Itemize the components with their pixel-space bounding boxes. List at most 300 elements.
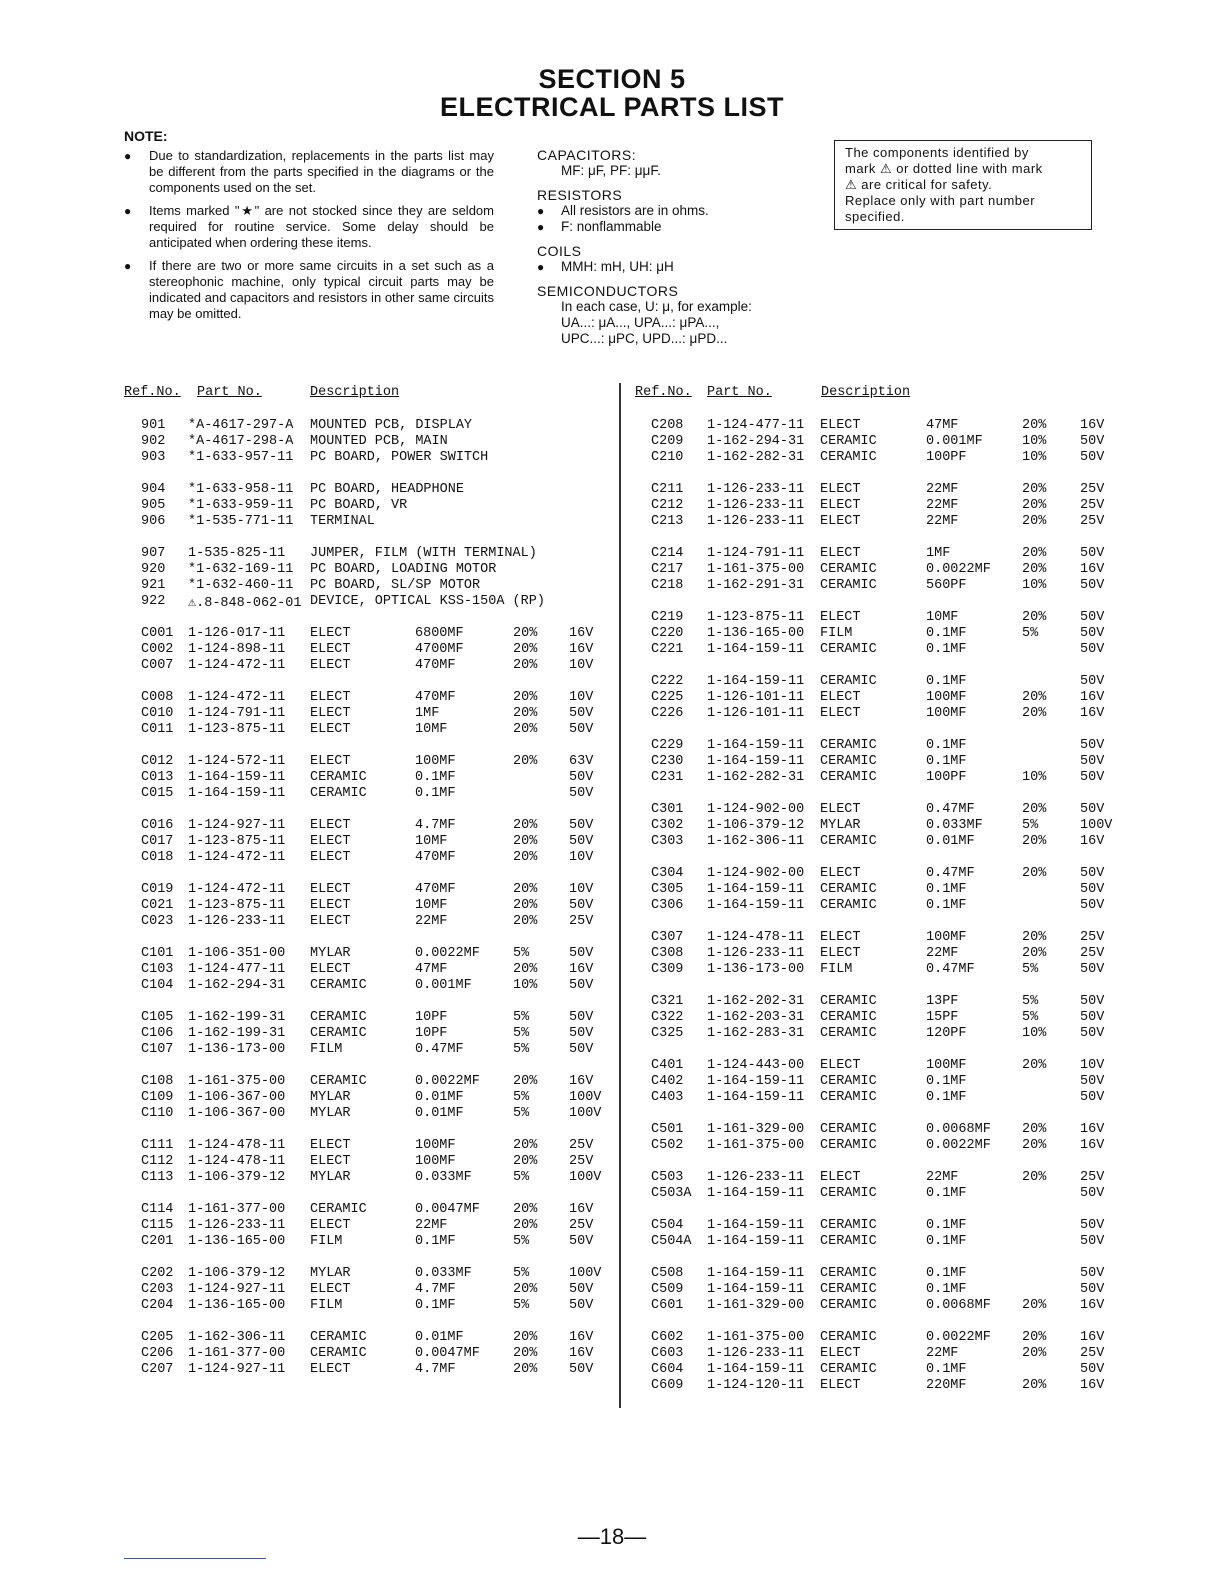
value-cell: 100MF bbox=[415, 1154, 456, 1169]
ref-no-cell: C218 bbox=[651, 578, 684, 593]
part-no-cell: *1-633-959-11 bbox=[188, 498, 294, 513]
ref-no-cell: C308 bbox=[651, 946, 684, 961]
voltage-cell: 16V bbox=[1080, 1138, 1105, 1153]
table-row bbox=[0, 1186, 1224, 1202]
tolerance-cell: 5% bbox=[513, 1298, 530, 1313]
table-row bbox=[0, 610, 1224, 626]
ref-no-cell: C013 bbox=[141, 770, 174, 785]
description-cell: ELECT bbox=[820, 418, 861, 433]
tolerance-cell: 10% bbox=[513, 978, 538, 993]
description-cell: CERAMIC bbox=[310, 1026, 367, 1041]
tolerance-cell: 20% bbox=[1022, 482, 1047, 497]
value-cell: 0.001MF bbox=[415, 978, 472, 993]
ref-no-cell: C107 bbox=[141, 1042, 174, 1057]
ref-no-cell: C023 bbox=[141, 914, 174, 929]
tolerance-cell: 5% bbox=[513, 1042, 530, 1057]
value-cell: 100MF bbox=[926, 1058, 967, 1073]
table-row bbox=[0, 834, 1224, 850]
part-no-cell: 1-162-294-31 bbox=[707, 434, 805, 449]
voltage-cell: 50V bbox=[569, 1298, 594, 1313]
part-no-cell: 1-124-120-11 bbox=[707, 1378, 805, 1393]
ref-no-cell: C602 bbox=[651, 1330, 684, 1345]
voltage-cell: 50V bbox=[569, 770, 594, 785]
value-cell: 100PF bbox=[926, 450, 967, 465]
voltage-cell: 50V bbox=[1080, 450, 1105, 465]
value-cell: 47MF bbox=[926, 418, 959, 433]
bullet-icon: ● bbox=[537, 260, 545, 274]
part-no-cell: 1-162-199-31 bbox=[188, 1010, 286, 1025]
table-row bbox=[0, 674, 1224, 690]
table-row bbox=[0, 1218, 1224, 1234]
ref-no-cell: C230 bbox=[651, 754, 684, 769]
description-cell: MYLAR bbox=[820, 818, 861, 833]
tolerance-cell: 20% bbox=[1022, 1298, 1047, 1313]
header-ref-no: Ref.No. bbox=[124, 385, 181, 400]
part-no-cell: 1-124-902-00 bbox=[707, 866, 805, 881]
voltage-cell: 50V bbox=[569, 1026, 594, 1041]
description-cell: ELECT bbox=[310, 914, 351, 929]
ref-no-cell: C231 bbox=[651, 770, 684, 785]
value-cell: 0.0022MF bbox=[926, 562, 991, 577]
tolerance-cell: 20% bbox=[513, 1138, 538, 1153]
description-cell: CERAMIC bbox=[820, 834, 877, 849]
value-cell: 0.0068MF bbox=[926, 1298, 991, 1313]
voltage-cell: 10V bbox=[1080, 1058, 1105, 1073]
description-cell: ELECT bbox=[310, 1218, 351, 1233]
part-no-cell: 1-124-898-11 bbox=[188, 642, 286, 657]
ref-no-cell: C213 bbox=[651, 514, 684, 529]
tolerance-cell: 20% bbox=[513, 1362, 538, 1377]
voltage-cell: 50V bbox=[569, 1362, 594, 1377]
ref-no-cell: C225 bbox=[651, 690, 684, 705]
header-part-no: Part No. bbox=[707, 385, 772, 400]
semiconductors-heading: SEMICONDUCTORS bbox=[537, 283, 679, 299]
ref-no-cell: C011 bbox=[141, 722, 174, 737]
description-cell: CERAMIC bbox=[820, 1282, 877, 1297]
ref-no-cell: C105 bbox=[141, 1010, 174, 1025]
ref-no-cell: C503 bbox=[651, 1170, 684, 1185]
ref-no-cell: C509 bbox=[651, 1282, 684, 1297]
ref-no-cell: C007 bbox=[141, 658, 174, 673]
tolerance-cell: 20% bbox=[513, 690, 538, 705]
voltage-cell: 50V bbox=[1080, 674, 1105, 689]
tolerance-cell: 20% bbox=[513, 962, 538, 977]
value-cell: 470MF bbox=[415, 690, 456, 705]
part-no-cell: 1-162-306-11 bbox=[188, 1330, 286, 1345]
value-cell: 0.033MF bbox=[415, 1266, 472, 1281]
ref-no-cell: C019 bbox=[141, 882, 174, 897]
ref-no-cell: C501 bbox=[651, 1122, 684, 1137]
value-cell: 0.0047MF bbox=[415, 1202, 480, 1217]
part-no-cell: 1-124-927-11 bbox=[188, 1362, 286, 1377]
semiconductor-note: UA...: μA..., UPA...: μPA..., bbox=[561, 315, 720, 330]
description-cell: PC BOARD, SL/SP MOTOR bbox=[310, 578, 481, 593]
value-cell: 100MF bbox=[415, 1138, 456, 1153]
tolerance-cell: 20% bbox=[1022, 706, 1047, 721]
value-cell: 22MF bbox=[926, 1170, 959, 1185]
voltage-cell: 16V bbox=[1080, 1330, 1105, 1345]
bullet-icon: ● bbox=[124, 149, 132, 163]
part-no-cell: 1-124-791-11 bbox=[188, 706, 286, 721]
description-cell: CERAMIC bbox=[820, 1362, 877, 1377]
voltage-cell: 50V bbox=[569, 834, 594, 849]
value-cell: 100MF bbox=[926, 930, 967, 945]
description-cell: CERAMIC bbox=[820, 562, 877, 577]
voltage-cell: 100V bbox=[569, 1090, 602, 1105]
part-no-cell: 1-126-233-11 bbox=[188, 1218, 286, 1233]
description-cell: ELECT bbox=[820, 482, 861, 497]
voltage-cell: 50V bbox=[1080, 1218, 1105, 1233]
part-no-cell: 1-126-101-11 bbox=[707, 706, 805, 721]
coils-heading: COILS bbox=[537, 243, 582, 259]
voltage-cell: 25V bbox=[1080, 946, 1105, 961]
voltage-cell: 10V bbox=[569, 882, 594, 897]
tolerance-cell: 20% bbox=[1022, 1058, 1047, 1073]
part-no-cell: 1-124-472-11 bbox=[188, 690, 286, 705]
part-no-cell: 1-162-202-31 bbox=[707, 994, 805, 1009]
description-cell: CERAMIC bbox=[820, 642, 877, 657]
ref-no-cell: C017 bbox=[141, 834, 174, 849]
description-cell: CERAMIC bbox=[820, 1138, 877, 1153]
capacitors-units: MF: μF, PF: μμF. bbox=[561, 163, 661, 178]
tolerance-cell: 20% bbox=[513, 1218, 538, 1233]
part-no-cell: 1-106-367-00 bbox=[188, 1106, 286, 1121]
part-no-cell: 1-164-159-11 bbox=[707, 674, 805, 689]
ref-no-cell: C111 bbox=[141, 1138, 174, 1153]
value-cell: 0.033MF bbox=[415, 1170, 472, 1185]
safety-line: mark ⚠ or dotted line with mark bbox=[845, 161, 1043, 176]
part-no-cell: 1-164-159-11 bbox=[707, 738, 805, 753]
ref-no-cell: C103 bbox=[141, 962, 174, 977]
voltage-cell: 16V bbox=[569, 1346, 594, 1361]
tolerance-cell: 20% bbox=[1022, 930, 1047, 945]
ref-no-cell: C206 bbox=[141, 1346, 174, 1361]
safety-line: specified. bbox=[845, 209, 905, 224]
tolerance-cell: 20% bbox=[513, 898, 538, 913]
description-cell: CERAMIC bbox=[820, 1234, 877, 1249]
value-cell: 0.0022MF bbox=[926, 1330, 991, 1345]
bullet-icon: ● bbox=[537, 204, 545, 218]
description-cell: CERAMIC bbox=[820, 1090, 877, 1105]
header-description: Description bbox=[310, 385, 400, 400]
voltage-cell: 50V bbox=[569, 946, 594, 961]
voltage-cell: 50V bbox=[1080, 962, 1105, 977]
ref-no-cell: C001 bbox=[141, 626, 174, 641]
table-row bbox=[0, 866, 1224, 882]
part-no-cell: 1-136-165-00 bbox=[188, 1298, 286, 1313]
voltage-cell: 16V bbox=[1080, 690, 1105, 705]
ref-no-cell: C221 bbox=[651, 642, 684, 657]
value-cell: 0.47MF bbox=[415, 1042, 464, 1057]
page-number: —18— bbox=[577, 1524, 647, 1549]
voltage-cell: 16V bbox=[569, 626, 594, 641]
ref-no-cell: C322 bbox=[651, 1010, 684, 1025]
tolerance-cell: 5% bbox=[513, 1266, 530, 1281]
part-no-cell: 1-126-233-11 bbox=[707, 1170, 805, 1185]
part-no-cell: 1-123-875-11 bbox=[707, 610, 805, 625]
part-no-cell: *1-535-771-11 bbox=[188, 514, 294, 529]
value-cell: 120PF bbox=[926, 1026, 967, 1041]
ref-no-cell: C504 bbox=[651, 1218, 684, 1233]
voltage-cell: 50V bbox=[569, 818, 594, 833]
value-cell: 47MF bbox=[415, 962, 448, 977]
part-no-cell: 1-161-377-00 bbox=[188, 1346, 286, 1361]
value-cell: 0.1MF bbox=[415, 1234, 456, 1249]
description-cell: CERAMIC bbox=[820, 578, 877, 593]
value-cell: 0.0022MF bbox=[415, 1074, 480, 1089]
part-no-cell: *A-4617-297-A bbox=[188, 418, 294, 433]
table-row bbox=[0, 754, 1224, 770]
description-cell: CERAMIC bbox=[820, 738, 877, 753]
voltage-cell: 25V bbox=[1080, 482, 1105, 497]
description-cell: FILM bbox=[310, 1042, 343, 1057]
table-row bbox=[0, 1234, 1224, 1250]
part-no-cell: *1-632-169-11 bbox=[188, 562, 294, 577]
value-cell: 1MF bbox=[415, 706, 440, 721]
value-cell: 0.1MF bbox=[926, 674, 967, 689]
table-row bbox=[0, 1074, 1224, 1090]
ref-no-cell: 904 bbox=[141, 482, 166, 497]
description-cell: CERAMIC bbox=[310, 1346, 367, 1361]
value-cell: 10MF bbox=[415, 722, 448, 737]
description-cell: ELECT bbox=[820, 930, 861, 945]
description-cell: FILM bbox=[820, 626, 853, 641]
part-no-cell: 1-161-375-00 bbox=[707, 1138, 805, 1153]
ref-no-cell: C401 bbox=[651, 1058, 684, 1073]
description-cell: MYLAR bbox=[310, 1170, 351, 1185]
part-no-cell: 1-126-233-11 bbox=[707, 498, 805, 513]
description-cell: ELECT bbox=[820, 1170, 861, 1185]
part-no-cell: 1-164-159-11 bbox=[188, 786, 286, 801]
ref-no-cell: C402 bbox=[651, 1074, 684, 1089]
part-no-cell: *A-4617-298-A bbox=[188, 434, 294, 449]
ref-no-cell: 921 bbox=[141, 578, 166, 593]
ref-no-cell: C204 bbox=[141, 1298, 174, 1313]
description-cell: ELECT bbox=[310, 706, 351, 721]
description-cell: ELECT bbox=[310, 642, 351, 657]
description-cell: ELECT bbox=[820, 514, 861, 529]
voltage-cell: 25V bbox=[569, 1218, 594, 1233]
description-cell: ELECT bbox=[310, 1362, 351, 1377]
voltage-cell: 16V bbox=[569, 1074, 594, 1089]
tolerance-cell: 5% bbox=[513, 1170, 530, 1185]
value-cell: 22MF bbox=[926, 482, 959, 497]
ref-no-cell: C115 bbox=[141, 1218, 174, 1233]
description-cell: MOUNTED PCB, DISPLAY bbox=[310, 418, 473, 433]
tolerance-cell: 20% bbox=[1022, 946, 1047, 961]
ref-no-cell: C018 bbox=[141, 850, 174, 865]
description-cell: FILM bbox=[310, 1234, 343, 1249]
table-row bbox=[0, 1170, 1224, 1186]
tolerance-cell: 20% bbox=[513, 1282, 538, 1297]
part-no-cell: 1-124-472-11 bbox=[188, 882, 286, 897]
tolerance-cell: 5% bbox=[513, 946, 530, 961]
value-cell: 470MF bbox=[415, 882, 456, 897]
value-cell: 4.7MF bbox=[415, 818, 456, 833]
tolerance-cell: 5% bbox=[1022, 626, 1039, 641]
part-no-cell: 1-124-572-11 bbox=[188, 754, 286, 769]
description-cell: TERMINAL bbox=[310, 514, 375, 529]
part-no-cell: 1-124-477-11 bbox=[707, 418, 805, 433]
voltage-cell: 50V bbox=[1080, 1090, 1105, 1105]
voltage-cell: 50V bbox=[1080, 770, 1105, 785]
description-cell: CERAMIC bbox=[310, 1010, 367, 1025]
description-cell: CERAMIC bbox=[820, 1010, 877, 1025]
voltage-cell: 50V bbox=[1080, 866, 1105, 881]
description-cell: CERAMIC bbox=[820, 1298, 877, 1313]
voltage-cell: 50V bbox=[1080, 546, 1105, 561]
part-no-cell: *1-633-957-11 bbox=[188, 450, 294, 465]
ref-no-cell: C301 bbox=[651, 802, 684, 817]
table-row bbox=[0, 498, 1224, 514]
value-cell: 0.001MF bbox=[926, 434, 983, 449]
description-cell: CERAMIC bbox=[820, 1074, 877, 1089]
value-cell: 0.1MF bbox=[926, 898, 967, 913]
ref-no-cell: C016 bbox=[141, 818, 174, 833]
voltage-cell: 16V bbox=[1080, 562, 1105, 577]
value-cell: 0.0047MF bbox=[415, 1346, 480, 1361]
table-row bbox=[0, 1122, 1224, 1138]
tolerance-cell: 10% bbox=[1022, 770, 1047, 785]
part-no-cell: 1-124-443-00 bbox=[707, 1058, 805, 1073]
description-cell: ELECT bbox=[310, 1282, 351, 1297]
voltage-cell: 50V bbox=[1080, 610, 1105, 625]
value-cell: 0.1MF bbox=[926, 882, 967, 897]
ref-no-cell: C114 bbox=[141, 1202, 174, 1217]
voltage-cell: 16V bbox=[1080, 706, 1105, 721]
voltage-cell: 100V bbox=[1080, 818, 1113, 833]
ref-no-cell: C502 bbox=[651, 1138, 684, 1153]
value-cell: 0.0068MF bbox=[926, 1122, 991, 1137]
ref-no-cell: C008 bbox=[141, 690, 174, 705]
ref-no-cell: C205 bbox=[141, 1330, 174, 1345]
description-cell: CERAMIC bbox=[820, 450, 877, 465]
ref-no-cell: C229 bbox=[651, 738, 684, 753]
value-cell: 100PF bbox=[926, 770, 967, 785]
part-no-cell: 1-123-875-11 bbox=[188, 722, 286, 737]
value-cell: 0.01MF bbox=[415, 1106, 464, 1121]
part-no-cell: *1-632-460-11 bbox=[188, 578, 294, 593]
value-cell: 13PF bbox=[926, 994, 959, 1009]
voltage-cell: 50V bbox=[1080, 1234, 1105, 1249]
voltage-cell: 100V bbox=[569, 1266, 602, 1281]
ref-no-cell: C203 bbox=[141, 1282, 174, 1297]
ref-no-cell: 920 bbox=[141, 562, 166, 577]
ref-no-cell: C220 bbox=[651, 626, 684, 641]
tolerance-cell: 20% bbox=[1022, 802, 1047, 817]
value-cell: 100MF bbox=[926, 706, 967, 721]
voltage-cell: 50V bbox=[1080, 738, 1105, 753]
voltage-cell: 50V bbox=[1080, 802, 1105, 817]
ref-no-cell: 906 bbox=[141, 514, 166, 529]
semiconductor-note: UPC...: μPC, UPD...: μPD... bbox=[561, 331, 728, 346]
voltage-cell: 50V bbox=[569, 1234, 594, 1249]
part-no-cell: 1-126-233-11 bbox=[707, 482, 805, 497]
part-no-cell: 1-124-472-11 bbox=[188, 658, 286, 673]
ref-no-cell: C015 bbox=[141, 786, 174, 801]
value-cell: 22MF bbox=[415, 914, 448, 929]
tolerance-cell: 20% bbox=[1022, 1138, 1047, 1153]
part-no-cell: 1-164-159-11 bbox=[188, 770, 286, 785]
value-cell: 10MF bbox=[926, 610, 959, 625]
voltage-cell: 50V bbox=[1080, 1074, 1105, 1089]
part-no-cell: 1-126-233-11 bbox=[707, 1346, 805, 1361]
tolerance-cell: 5% bbox=[1022, 962, 1039, 977]
ref-no-cell: C108 bbox=[141, 1074, 174, 1089]
description-cell: PC BOARD, POWER SWITCH bbox=[310, 450, 489, 465]
part-no-cell: 1-124-477-11 bbox=[188, 962, 286, 977]
part-no-cell: 1-161-329-00 bbox=[707, 1122, 805, 1137]
ref-no-cell: C226 bbox=[651, 706, 684, 721]
description-cell: ELECT bbox=[820, 610, 861, 625]
value-cell: 4.7MF bbox=[415, 1282, 456, 1297]
description-cell: ELECT bbox=[310, 818, 351, 833]
part-no-cell: 1-106-379-12 bbox=[707, 818, 805, 833]
value-cell: 560PF bbox=[926, 578, 967, 593]
voltage-cell: 50V bbox=[1080, 1362, 1105, 1377]
table-row bbox=[0, 1346, 1224, 1362]
description-cell: MYLAR bbox=[310, 946, 351, 961]
table-row bbox=[0, 882, 1224, 898]
part-no-cell: 1-162-199-31 bbox=[188, 1026, 286, 1041]
semiconductor-note: In each case, U: μ, for example: bbox=[561, 299, 752, 314]
description-cell: CERAMIC bbox=[820, 1186, 877, 1201]
value-cell: 0.1MF bbox=[926, 1282, 967, 1297]
ref-no-cell: C010 bbox=[141, 706, 174, 721]
ref-no-cell: C306 bbox=[651, 898, 684, 913]
ref-no-cell: C112 bbox=[141, 1154, 174, 1169]
description-cell: MYLAR bbox=[310, 1090, 351, 1105]
value-cell: 0.0022MF bbox=[926, 1138, 991, 1153]
ref-no-cell: C201 bbox=[141, 1234, 174, 1249]
voltage-cell: 50V bbox=[569, 706, 594, 721]
part-no-cell: *1-633-958-11 bbox=[188, 482, 294, 497]
value-cell: 220MF bbox=[926, 1378, 967, 1393]
ref-no-cell: C109 bbox=[141, 1090, 174, 1105]
description-cell: ELECT bbox=[310, 658, 351, 673]
part-no-cell: ⚠.8-848-062-01 bbox=[188, 596, 302, 611]
header-ref-no: Ref.No. bbox=[635, 385, 692, 400]
part-no-cell: 1-126-017-11 bbox=[188, 626, 286, 641]
table-row bbox=[0, 1266, 1224, 1282]
voltage-cell: 16V bbox=[1080, 1378, 1105, 1393]
voltage-cell: 50V bbox=[1080, 1282, 1105, 1297]
part-no-cell: 1-162-291-31 bbox=[707, 578, 805, 593]
tolerance-cell: 20% bbox=[513, 1346, 538, 1361]
table-row bbox=[0, 818, 1224, 834]
ref-no-cell: C609 bbox=[651, 1378, 684, 1393]
ref-no-cell: C403 bbox=[651, 1090, 684, 1105]
voltage-cell: 50V bbox=[569, 1010, 594, 1025]
voltage-cell: 50V bbox=[1080, 994, 1105, 1009]
header-part-no: Part No. bbox=[197, 385, 262, 400]
description-cell: ELECT bbox=[310, 690, 351, 705]
table-row bbox=[0, 946, 1224, 962]
ref-no-cell: C217 bbox=[651, 562, 684, 577]
voltage-cell: 50V bbox=[569, 898, 594, 913]
header-description: Description bbox=[821, 385, 911, 400]
tolerance-cell: 20% bbox=[513, 882, 538, 897]
table-row bbox=[0, 562, 1224, 578]
value-cell: 0.1MF bbox=[926, 1074, 967, 1089]
voltage-cell: 25V bbox=[1080, 498, 1105, 513]
value-cell: 0.1MF bbox=[926, 1186, 967, 1201]
voltage-cell: 63V bbox=[569, 754, 594, 769]
description-cell: CERAMIC bbox=[820, 434, 877, 449]
value-cell: 22MF bbox=[926, 498, 959, 513]
part-no-cell: 1-164-159-11 bbox=[707, 642, 805, 657]
value-cell: 0.033MF bbox=[926, 818, 983, 833]
